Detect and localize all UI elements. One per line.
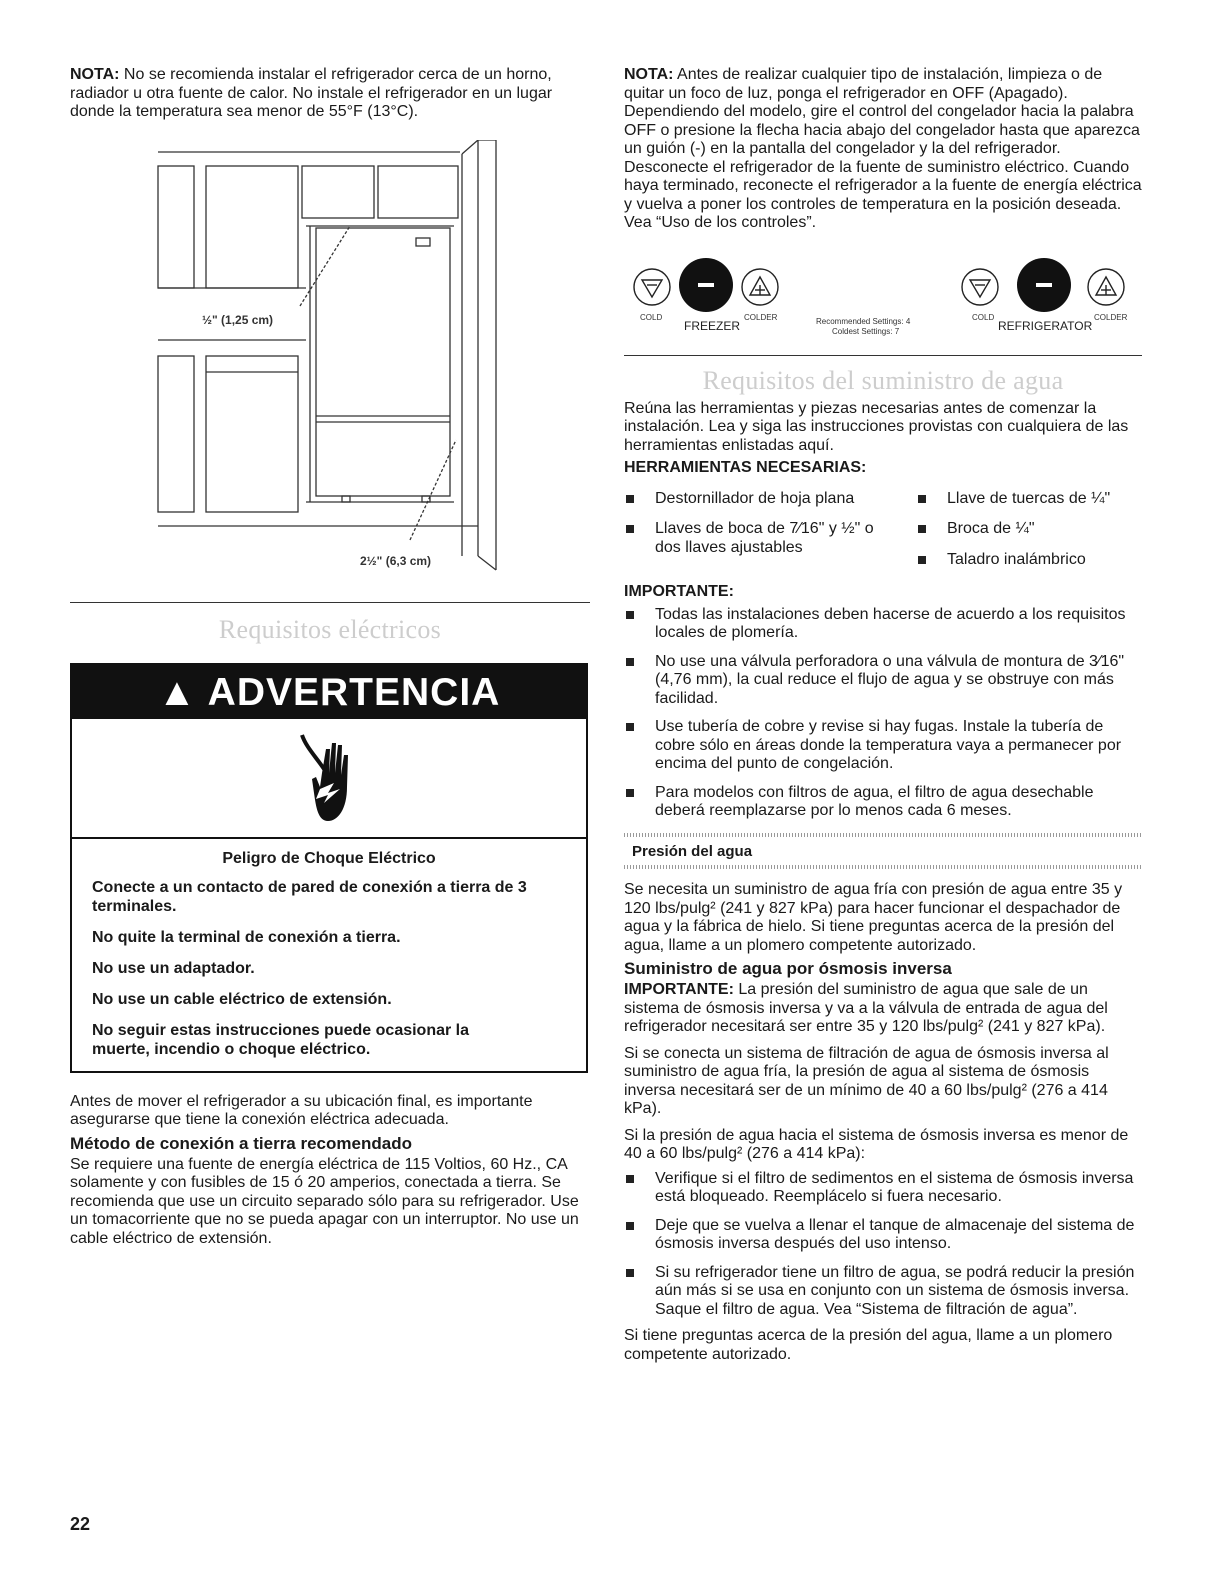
warning-line: Conecte a un contacto de pared de conexión a tierra de 3 terminales. xyxy=(92,878,527,915)
tools-list xyxy=(624,490,1142,570)
warning-triangle-icon: ▲ xyxy=(157,670,198,714)
method-paragraph: Se requiere una fuente de energía eléctrica de 115 Voltios, 60 Hz., CA solamente y con fusibles de 15 ó 20 amperios, conectada a tierra. Se recomienda que use un circuito separado sólo para su refrigerador. Use un tomacorriente que no se pueda apagar con un interruptor. No use un cable eléctrico de extensión. xyxy=(70,1155,579,1247)
right-column xyxy=(624,66,1142,1364)
refrigerator-minus-icon xyxy=(960,267,1000,307)
tools-column-1 xyxy=(624,490,916,570)
closing-paragraph: Si tiene preguntas acerca de la presión del agua, llame a un plomero competente autorizado. xyxy=(624,1327,1113,1363)
electric-shock-hand-icon xyxy=(294,729,364,829)
warning-header: ▲ ADVERTENCIA xyxy=(72,665,586,719)
list-item: Para modelos con filtros de agua, el filtro de agua desechable deberá reemplazarse por lo menos cada 6 meses. xyxy=(624,784,1142,821)
refrigerator-plus-icon xyxy=(1086,267,1126,307)
left-column xyxy=(70,66,590,1248)
refrigerator-cold-label: COLD xyxy=(972,312,995,322)
warning-line: No use un cable eléctrico de extensión. xyxy=(92,990,392,1008)
warning-body xyxy=(72,837,586,1071)
ro-heading: Suministro de agua por ósmosis inversa xyxy=(624,959,952,978)
recommended-settings: Recommended Settings: 4 xyxy=(816,316,911,326)
tools-column-2 xyxy=(916,490,1110,570)
important-heading: IMPORTANTE: xyxy=(624,583,734,600)
warning-line: No quite la terminal de conexión a tierra. xyxy=(92,928,401,946)
important-list xyxy=(624,606,1142,821)
section-divider xyxy=(70,602,590,603)
ro-paragraph-2: Si se conecta un sistema de filtración de agua de ósmosis inversa al suministro de agua fría, la presión de agua al sistema de ósmosis inversa necesitará ser de un mínimo de 40 a 60 lbs/pulg² (276 a 414 kPa). xyxy=(624,1044,1109,1117)
list-item: Deje que se vuelva a llenar el tanque de almacenaje del sistema de ósmosis inversa después del uso intenso. xyxy=(624,1217,1142,1254)
page-number: 22 xyxy=(70,1514,91,1534)
list-item: Todas las instalaciones deben hacerse de acuerdo a los requisitos locales de plomería. xyxy=(624,606,1142,643)
danger-title: Peligro de Choque Eléctrico xyxy=(222,849,436,867)
temperature-controls xyxy=(624,251,1142,351)
coldest-settings: Coldest Settings: 7 xyxy=(832,326,900,336)
freezer-cold-label: COLD xyxy=(640,312,663,322)
refrigerator-colder-label: COLDER xyxy=(1094,312,1128,322)
freezer-plus-icon xyxy=(740,267,780,307)
section-title-electrical: Requisitos eléctricos xyxy=(218,614,442,644)
warning-line: No use un adaptador. xyxy=(92,959,255,977)
water-intro: Reúna las herramientas y piezas necesarias antes de comenzar la instalación. Lea y siga las instrucciones provistas con cualquiera de las herramientas enlistadas aquí. xyxy=(624,399,1129,454)
ro-list xyxy=(624,1170,1142,1320)
ro-paragraph-3: Si la presión de agua hacia el sistema de ósmosis inversa es menor de 40 a 60 lbs/pulg² (276 a 414 kPa): xyxy=(624,1126,1129,1162)
freezer-display-icon xyxy=(678,257,734,313)
pressure-heading: Presión del agua xyxy=(632,842,753,860)
cabinet-clearance-diagram xyxy=(70,140,590,592)
warning-line: No seguir estas instrucciones puede ocasionar la muerte, incendio o choque eléctrico. xyxy=(92,1021,470,1058)
refrigerator-label: REFRIGERATOR xyxy=(998,318,1093,333)
left-note: NOTA: No se recomienda instalar el refrigerador cerca de un horno, radiador u otra fuente de calor. No instale el refrigerador en un lugar donde la temperatura sea menor de 55°F (13°C). xyxy=(70,66,553,120)
warning-box xyxy=(70,663,588,1073)
clearance-bottom-label: 2½" (6,3 cm) xyxy=(360,553,432,568)
shock-hazard-area xyxy=(72,719,586,837)
hatch-divider xyxy=(624,865,1142,869)
freezer-colder-label: COLDER xyxy=(744,312,778,322)
list-item: Llaves de boca de 7⁄16" y ½" o dos llaves ajustables xyxy=(624,520,895,557)
refrigerator-display-icon xyxy=(1016,257,1072,313)
list-item: No use una válvula perforadora o una válvula de montura de 3⁄16" (4,76 mm), la cual reduce el flujo de agua y se obstruye con más facilidad. xyxy=(624,653,1142,709)
list-item: Verifique si el filtro de sedimentos en el sistema de ósmosis inversa está bloqueado. Reemplácelo si fuera necesario. xyxy=(624,1170,1142,1207)
tools-heading: HERRAMIENTAS NECESARIAS: xyxy=(624,459,867,476)
clearance-top-label: ½" (1,25 cm) xyxy=(202,312,274,327)
pressure-paragraph: Se necesita un suministro de agua fría con presión de agua entre 35 y 120 lbs/pulg² (241 y 827 kPa) para hacer funcionar el despachador de agua y la fábrica de hielo. Si tiene preguntas acerca de la presión del agua, llame a un plomero competente autorizado. xyxy=(624,881,1123,954)
freezer-label: FREEZER xyxy=(684,318,741,333)
section-title-water: Requisitos del suministro de agua xyxy=(702,365,1064,395)
freezer-minus-icon xyxy=(632,267,672,307)
list-item: Use tubería de cobre y revise si hay fugas. Instale la tubería de cobre sólo en áreas donde la temperatura vaya a permanecer por encima del punto de congelación. xyxy=(624,718,1142,774)
list-item: Broca de ¼" xyxy=(916,520,1110,539)
section-divider xyxy=(624,355,1142,356)
method-heading: Método de conexión a tierra recomendado xyxy=(70,1133,412,1153)
list-item: Si su refrigerador tiene un filtro de agua, se podrá reducir la presión aún más si se usa en conjunto con un sistema de ósmosis inversa. Saque el filtro de agua. Vea “Sistema de filtración de agua”. xyxy=(624,1264,1142,1320)
list-item: Taladro inalámbrico xyxy=(916,551,1110,570)
list-item: Destornillador de hoja plana xyxy=(624,490,916,509)
list-item: Llave de tuercas de ¼" xyxy=(916,490,1110,509)
installation-diagram xyxy=(70,140,590,592)
right-note: NOTA: Antes de realizar cualquier tipo de instalación, limpieza o de quitar un foco de luz, ponga el refrigerador en OFF (Apagado). Dependiendo del modelo, gire el control del congelador hacia la palabra OFF o presione la flecha hacia abajo del congelador hasta que aparezca un guión (-) en la pantalla del congelador y la del refrigerador. Desconecte el refrigerador de la fuente de suministro eléctrico. Cuando haya terminado, reconecte el refrigerador a la fuente de energía eléctrica y vuelva a poner los controles de temperatura en la posición deseada. Vea “Uso de los controles”. xyxy=(624,66,1142,231)
ro-important: IMPORTANTE: La presión del suministro de agua que sale de un sistema de ósmosis inversa y va a la válvula de entrada de agua del refrigerador necesitará ser entre 35 y 120 lbs/pulg² (241 y 827 kPa). xyxy=(624,981,1108,1035)
move-paragraph: Antes de mover el refrigerador a su ubicación final, es importante asegurarse que tiene la conexión eléctrica adecuada. xyxy=(70,1092,533,1128)
